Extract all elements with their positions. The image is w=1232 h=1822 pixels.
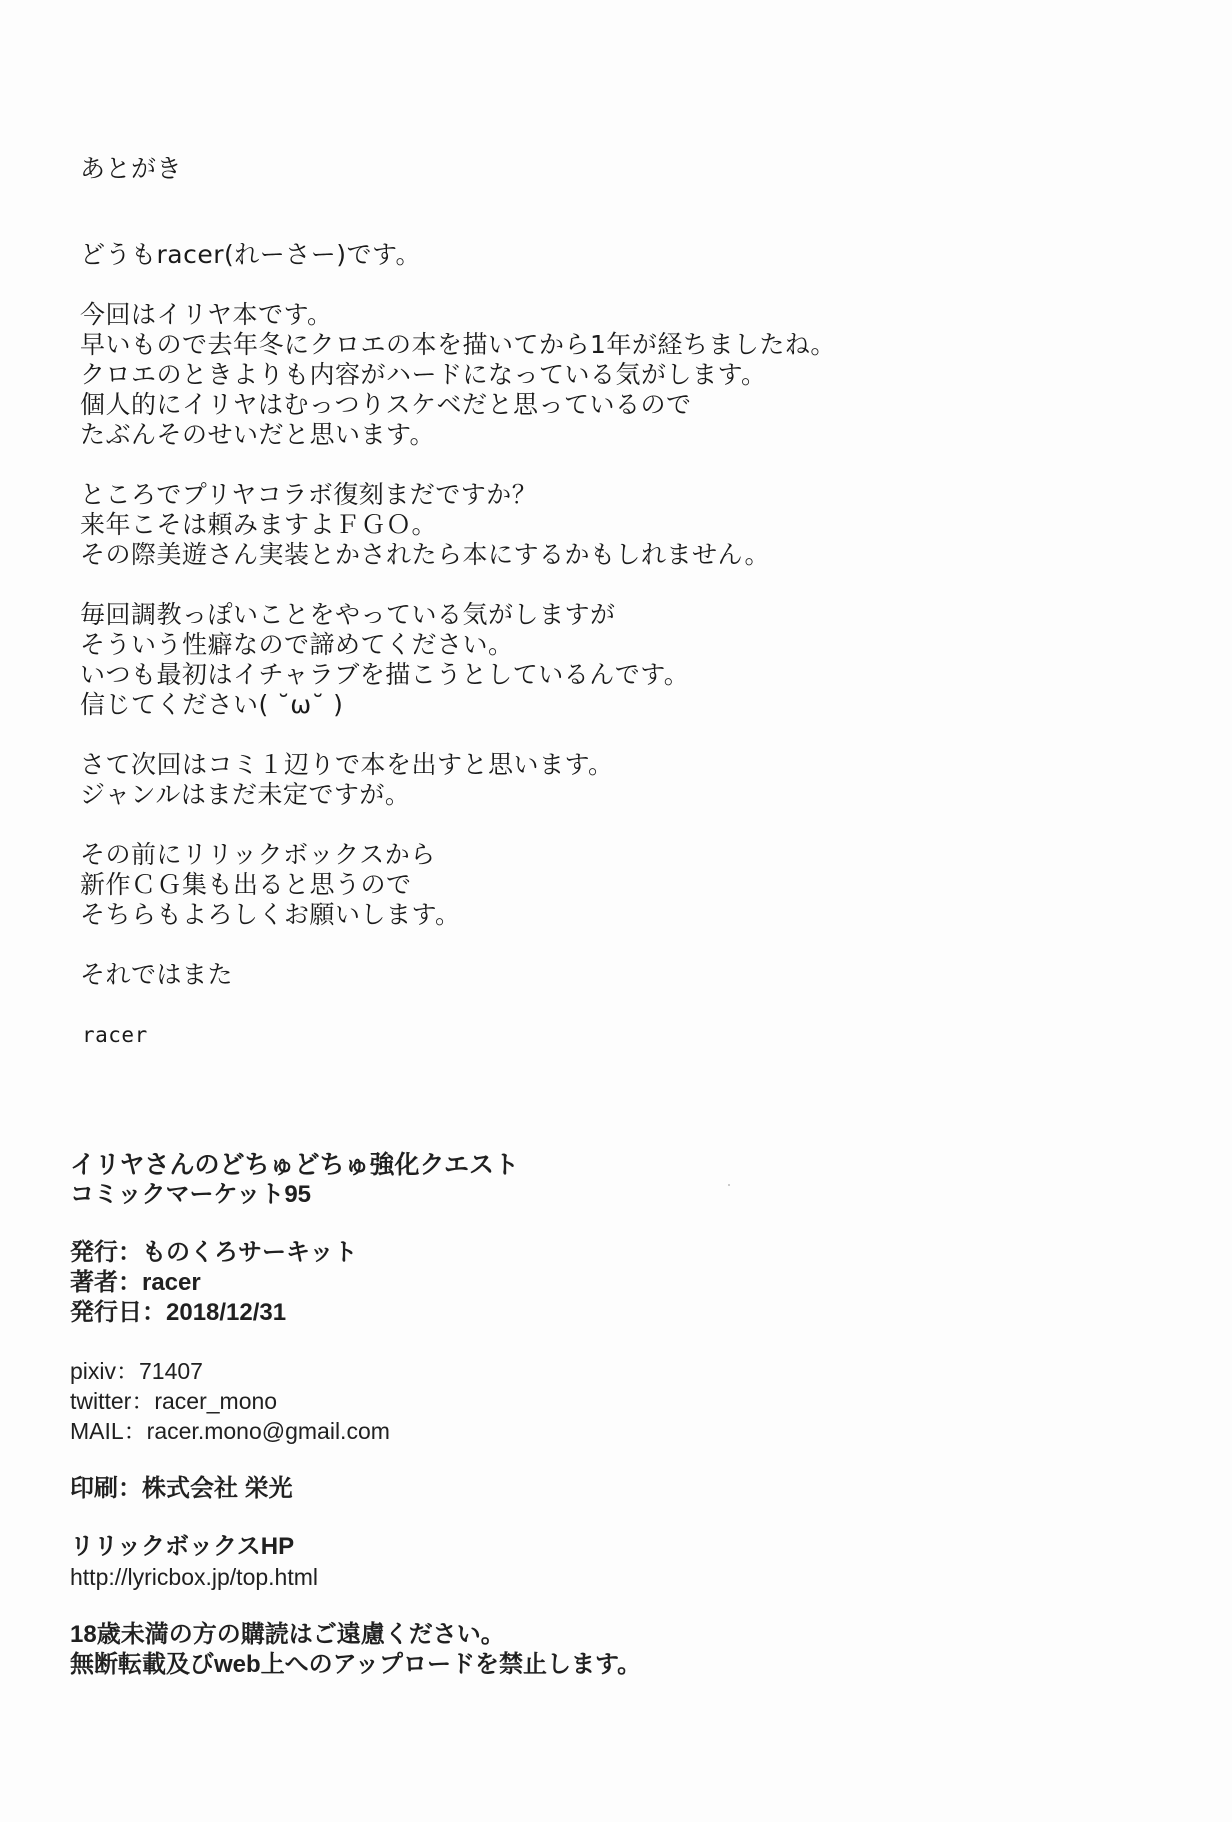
afterword-line: 今回はイリヤ本です。 — [80, 300, 333, 329]
afterword-line: どうもracer(れーさー)です。 — [80, 240, 422, 269]
afterword-paragraph-closing — [80, 960, 1160, 990]
colophon-publication-block — [70, 1238, 1170, 1328]
afterword-paragraph-next — [80, 750, 1160, 810]
afterword-line: ところでプリヤコラボ復刻まだですか？ — [80, 480, 538, 509]
afterword-line: たぶんそのせいだと思います。 — [80, 420, 436, 449]
afterword-line: クロエのときよりも内容がハードになっている気がします。 — [80, 360, 767, 389]
publish-date: 発行日：2018/12/31 — [70, 1299, 287, 1326]
pixiv-id: pixiv：71407 — [70, 1358, 203, 1384]
afterword-paragraph-about-book — [80, 300, 1160, 450]
colophon-printer-block — [70, 1474, 1170, 1504]
afterword-line: さて次回はコミ１辺りで本を出すと思います。 — [80, 750, 614, 779]
afterword-line: 個人的にイリヤはむっつりスケベだと思っているので — [80, 390, 692, 419]
afterword-section — [80, 154, 1160, 1050]
twitter-handle: twitter：racer_mono — [70, 1388, 278, 1414]
afterword-line: それではまた — [80, 960, 234, 989]
colophon-title-block — [70, 1150, 1170, 1210]
afterword-line: 来年こそは頼みますよＦＧＯ。 — [80, 510, 438, 539]
site-url: http://lyricbox.jp/top.html — [70, 1564, 318, 1590]
age-notice: 18歳未満の方の購読はご遠慮ください。 — [70, 1621, 505, 1648]
author: 著者：racer — [70, 1269, 201, 1296]
afterword-line: その際美遊さん実装とかされたら本にするかもしれません。 — [80, 540, 771, 569]
printer: 印刷：株式会社 栄光 — [70, 1475, 293, 1502]
afterword-paragraph-cg — [80, 840, 1160, 930]
event-name: コミックマーケット95 — [70, 1181, 312, 1208]
afterword-line: 毎回調教っぽいことをやっている気がしますが — [80, 600, 616, 629]
mail-address: MAIL：racer.mono@gmail.com — [70, 1418, 390, 1444]
colophon-contact-block — [70, 1356, 1170, 1446]
afterword-line: そちらもよろしくお願いします。 — [80, 900, 461, 929]
afterword-signature: racer — [82, 1023, 148, 1047]
publisher: 発行：ものくろサーキット — [70, 1239, 358, 1266]
afterword-line: 新作ＣＧ集も出ると思うので — [80, 870, 412, 899]
book-title: イリヤさんのどちゅどちゅ強化クエスト — [70, 1151, 520, 1179]
afterword-line: 早いもので去年冬にクロエの本を描いてから1年が経ちましたね。 — [80, 330, 836, 359]
colophon-notice-block — [70, 1620, 1170, 1680]
afterword-title: あとがき — [80, 154, 183, 183]
colophon-section — [70, 1150, 1170, 1708]
site-label: リリックボックスHP — [70, 1533, 295, 1560]
afterword-line: 信じてください( ˘ω˘ ) — [80, 690, 344, 719]
afterword-paragraph-content — [80, 600, 1160, 720]
afterword-paragraph-greeting — [80, 240, 1160, 270]
afterword-line: その前にリリックボックスから — [80, 840, 436, 869]
colophon-site-block — [70, 1532, 1170, 1592]
afterword-line: そういう性癖なので諦めてください。 — [80, 630, 514, 659]
afterword-paragraph-collab — [80, 480, 1160, 570]
reprint-notice: 無断転載及びweb上へのアップロードを禁止します。 — [70, 1651, 642, 1678]
afterword-line: ジャンルはまだ未定ですが。 — [80, 780, 411, 809]
afterword-line: いつも最初はイチャラブを描こうとしているんです。 — [80, 660, 690, 689]
